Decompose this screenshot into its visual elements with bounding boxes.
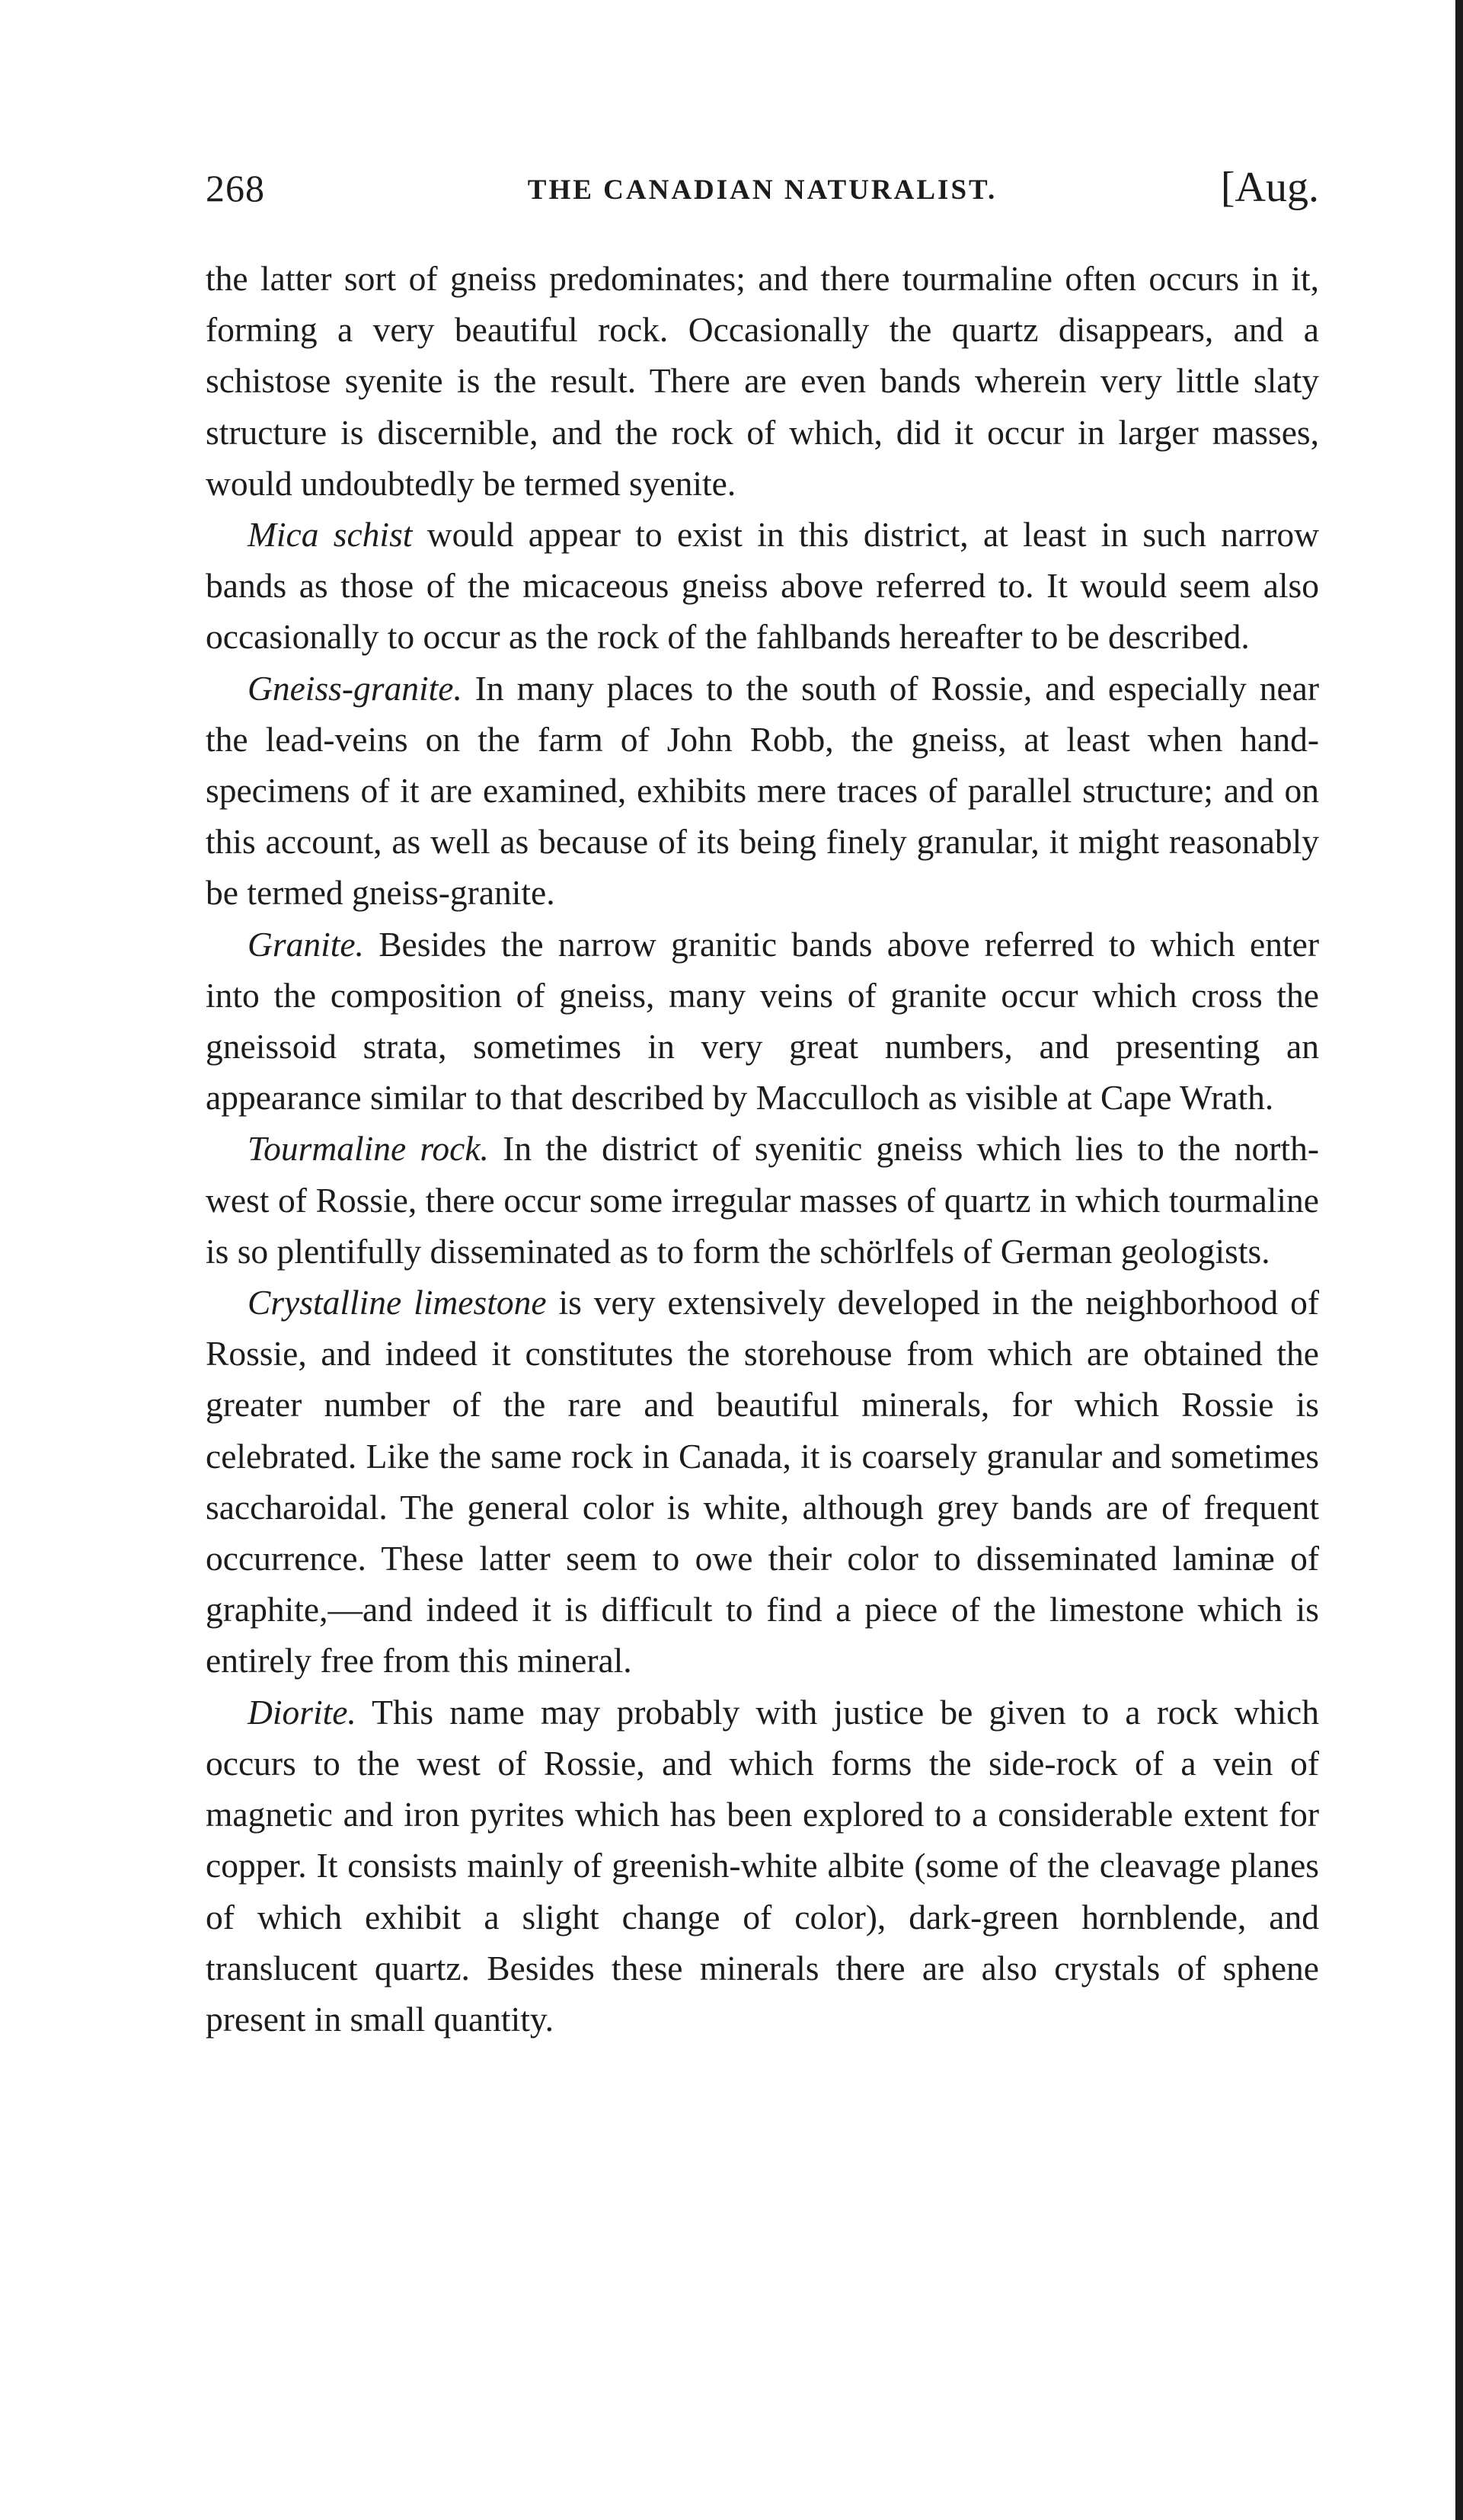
- paragraph-gneiss-granite: [206, 663, 1319, 919]
- paragraph-text: Besides the narrow granitic bands above referred to which enter into the composition of gneiss, many veins of granite occur which cross the gneissoid strata, sometimes in very great numbers, and presenting an appearance similar to that described by Macculloch as visible at Cape Wrath.: [206, 924, 1319, 1118]
- paragraph-text: In the district of syenitic gneiss which lies to the north-west of Rossie, there occur some irregular masses of quartz in which tourmaline is so plentifully disseminated as to form the schörlfels of German geologists.: [206, 1129, 1319, 1271]
- paragraph-continuation: [206, 253, 1319, 509]
- page-number: 268: [206, 167, 265, 209]
- paragraph-crystalline-limestone: [206, 1277, 1319, 1687]
- paragraph-text: In many places to the south of Rossie, and especially near the lead-veins on the farm of John Robb, the gneiss, at least when hand-specimens of it are examined, exhibits mere traces of parallel structure; and on this account, as well as because of its being finely granular, it might reasonably be termed gneiss-granite.: [206, 668, 1319, 913]
- paragraph-granite: [206, 919, 1319, 1124]
- paragraph-lead: Granite.: [248, 924, 364, 964]
- paragraph-lead: Crystalline limestone: [248, 1283, 547, 1322]
- paragraph-lead: Diorite.: [248, 1692, 356, 1732]
- paragraph-mica-schist: [206, 509, 1319, 663]
- paragraph-lead: Mica schist: [248, 515, 413, 555]
- paragraph-lead: Tourmaline rock.: [248, 1129, 489, 1169]
- scan-edge-shadow: [1455, 0, 1463, 2520]
- paragraph-lead: Gneiss-granite.: [248, 668, 462, 708]
- issue-month: [Aug.: [1220, 164, 1319, 211]
- running-title: THE CANADIAN NATURALIST.: [527, 174, 998, 206]
- page-body: [206, 253, 1319, 2045]
- paragraph-text: would appear to exist in this district, at least in such narrow bands as those of the micaceous gneiss above referred to. It would seem also occasionally to occur as the rock of the fahlbands hereafter to be described.: [206, 515, 1319, 657]
- paragraph-tourmaline-rock: [206, 1123, 1319, 1277]
- paragraph-diorite: [206, 1687, 1319, 2045]
- paragraph-text: This name may probably with justice be given to a rock which occurs to the west of Rossie, and which forms the side-rock of a vein of magnetic and iron pyrites which has been explored to a considerable extent for copper. It consists mainly of greenish-white albite (some of the cleavage planes of which exhibit a slight change of color), dark-green hornblende, and translucent quartz. Besides these minerals there are also crystals of sphene present in small quantity.: [206, 1692, 1319, 2039]
- paragraph-text: is very extensively developed in the neighborhood of Rossie, and indeed it constitutes the storehouse from which are obtained the greater number of the rare and beautiful minerals, for which Rossie is celebrated. Like the same rock in Canada, it is coarsely granular and sometimes saccharoidal. The general color is white, although grey bands are of frequent occurrence. These latter seem to owe their color to disseminated laminæ of graphite,—and indeed it is difficult to find a piece of the limestone which is entirely free from this mineral.: [206, 1283, 1319, 1681]
- page-header: [206, 166, 1319, 219]
- paragraph-text: the latter sort of gneiss predominates; and there tourmaline often occurs in it, forming a very beautiful rock. Occasionally the quartz disappears, and a schistose syenite is the result. There are even bands wherein very little slaty structure is discernible, and the rock of which, did it occur in larger masses, would undoubtedly be termed syenite.: [206, 259, 1319, 503]
